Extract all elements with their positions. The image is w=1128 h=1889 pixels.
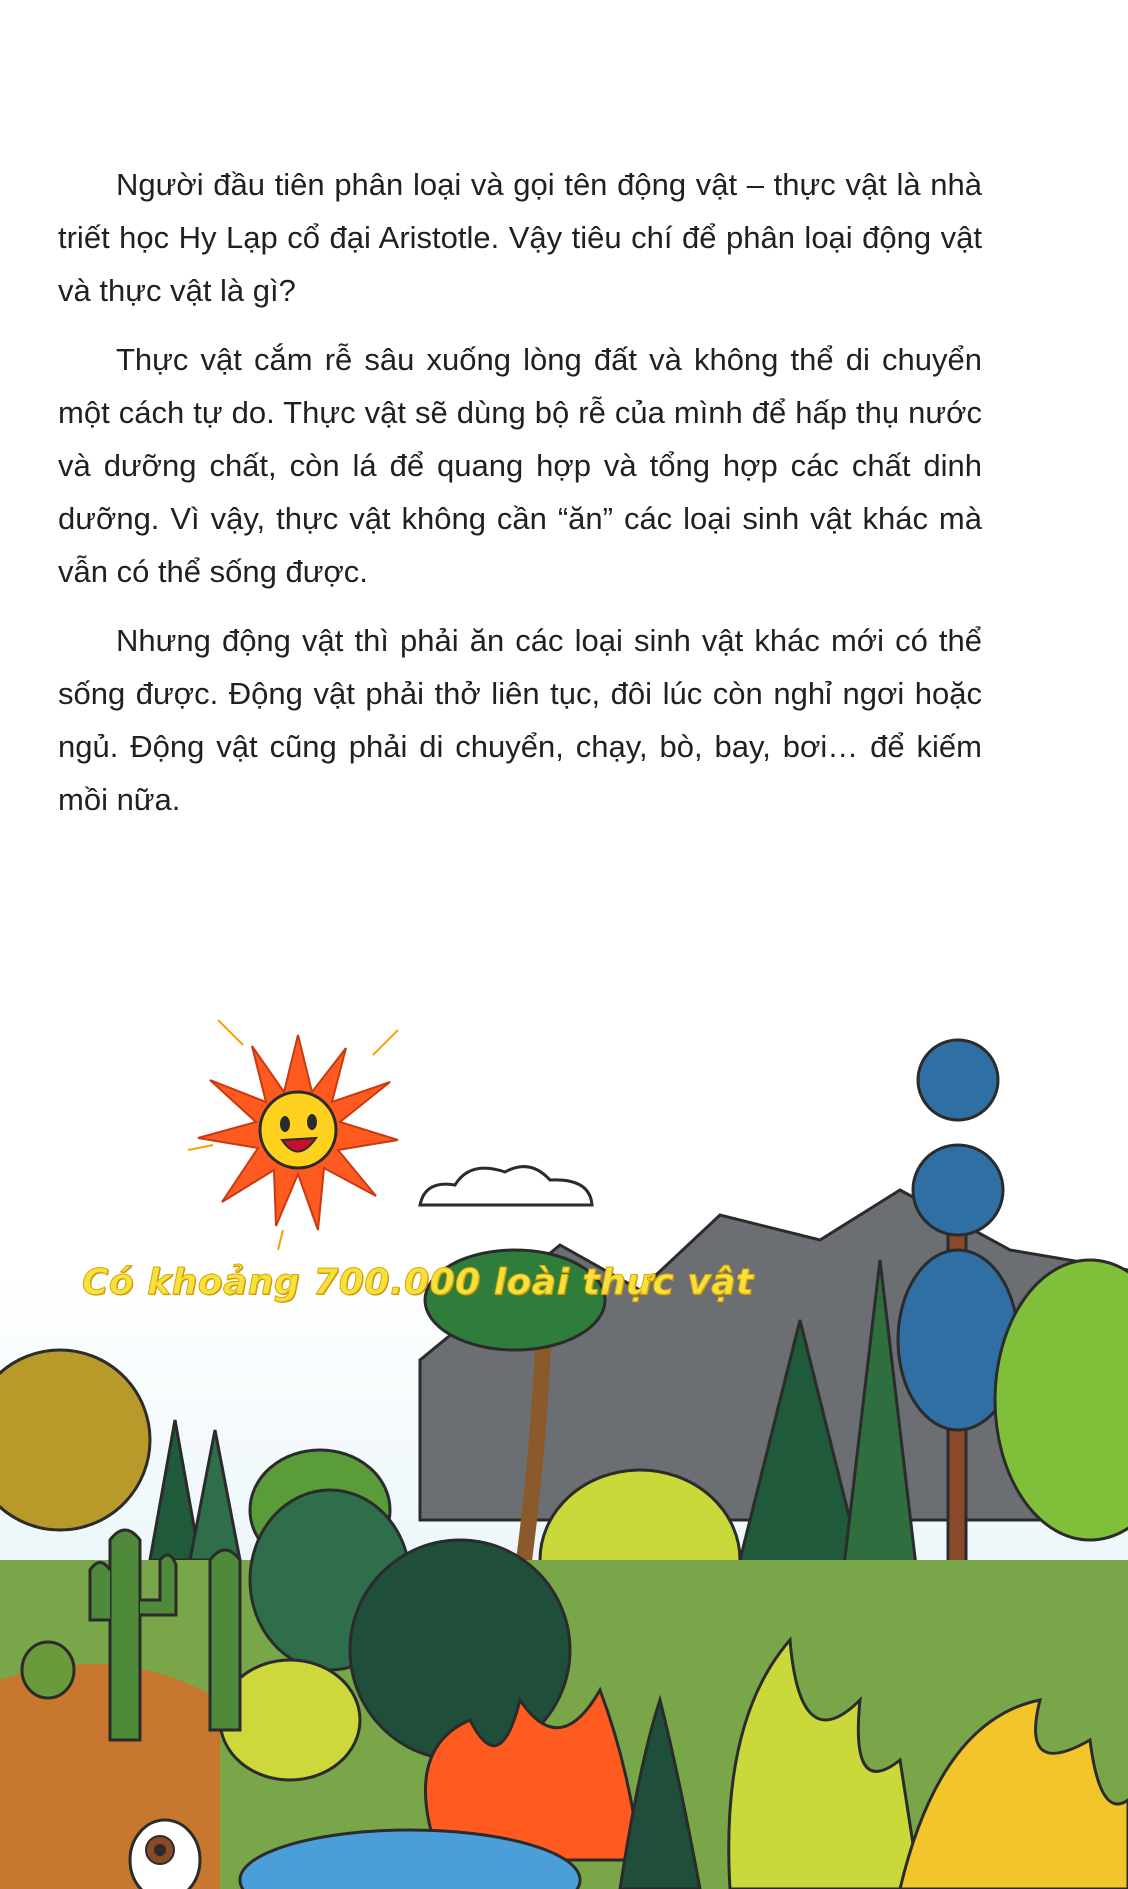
plant-landscape-illustration bbox=[0, 1000, 1128, 1889]
article-text bbox=[58, 158, 982, 842]
plant-count-caption: Có khoảng 700.000 loài thực vật bbox=[82, 1262, 754, 1303]
eye-character-icon bbox=[130, 1820, 200, 1889]
paragraph-3: Nhưng động vật thì phải ăn các loại sinh vật khác mới có thể sống được. Động vật phải thở liên tục, đôi lúc còn nghỉ ngơi hoặc ngủ. Động vật cũng phải di chuyển, chạy, bò, bay, bơi… để kiếm mồi nữa. bbox=[58, 623, 982, 817]
paragraph-2: Thực vật cắm rễ sâu xuống lòng đất và không thể di chuyển một cách tự do. Thực vật sẽ dùng bộ rễ của mình để hấp thụ nước và dưỡng chất, còn lá để quang hợp và tổng hợp các chất dinh dưỡng. Vì vậy, thực vật không cần “ăn” các loại sinh vật khác mà vẫn có thể sống được. bbox=[58, 342, 982, 589]
paragraph-1: Người đầu tiên phân loại và gọi tên động vật – thực vật là nhà triết học Hy Lạp cổ đại Aristotle. Vậy tiêu chí để phân loại động vật và thực vật là gì? bbox=[58, 167, 982, 308]
